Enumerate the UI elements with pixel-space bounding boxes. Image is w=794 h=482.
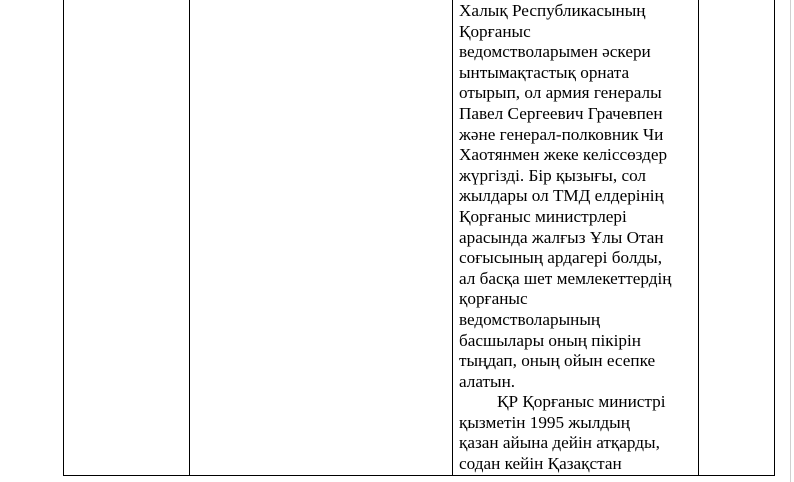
table-bottom-border — [63, 475, 775, 476]
text-line: жылдары ол ТМД елдерінің — [459, 186, 664, 206]
table-column-border-3 — [452, 0, 453, 476]
table-column-border-4 — [698, 0, 699, 476]
text-line: Қорғаныс министрлері — [459, 206, 627, 226]
text-line: ал басқа шет мемлекеттердің — [459, 268, 672, 288]
text-line: отырып, ол армия генералы — [459, 83, 662, 103]
text-line: басшылары оның пікірін — [459, 330, 641, 350]
text-line: Павел Сергеевич Грачевпен — [459, 103, 663, 123]
text-line: тыңдап, оның ойын есепке — [459, 351, 656, 371]
text-line: қазан айына дейін атқарды, — [459, 433, 660, 453]
text-line: қорғаныс — [459, 289, 528, 309]
text-line: Хаотянмен жеке келіссөздер — [459, 145, 668, 165]
table-cell-text — [459, 1, 697, 475]
table-column-border-2 — [189, 0, 190, 476]
text-line: содан кейін Қазақстан — [459, 454, 622, 474]
text-line: ынтымақтастық орната — [459, 62, 630, 82]
table-column-border-1 — [63, 0, 64, 476]
paragraph-start-line: ҚР Қорғаныс министрі — [497, 392, 666, 412]
text-line: және генерал-полковник Чи — [459, 124, 664, 144]
text-line: алатын. — [459, 371, 516, 391]
text-line: Халық Республикасының — [459, 1, 646, 20]
text-line: Қорғаныс — [459, 21, 531, 41]
text-line: қызметін 1995 жылдың — [459, 412, 630, 432]
text-line: арасында жалғыз Ұлы Отан — [459, 227, 664, 247]
page-edge — [790, 0, 791, 482]
text-line: жүргізді. Бір қызығы, сол — [459, 165, 647, 185]
text-line: ведомстволарының — [459, 309, 601, 329]
text-line: соғысының ардагері болды, — [459, 248, 663, 268]
table-column-border-5 — [774, 0, 775, 476]
text-line: ведомстволарымен әскери — [459, 42, 651, 62]
